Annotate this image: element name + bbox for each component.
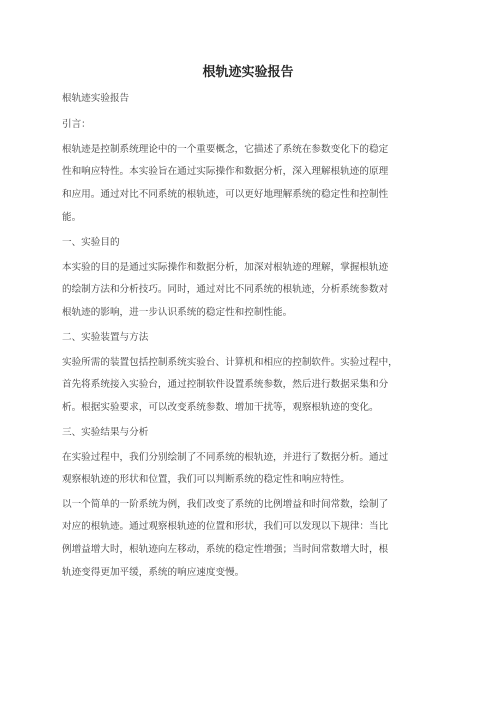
intro-paragraph-line: 根轨迹是控制系统理论中的一个重要概念，它描述了系统在参数变化下的稳定 [62,144,389,155]
document-title: 根轨迹实验报告 [202,65,294,80]
intro-paragraph-line: 性和响应特性。本实验旨在通过实际操作和数据分析，深入理解根轨迹的原理 [62,166,389,177]
paragraph-line: 例增益增大时，根轨迹向左移动，系统的稳定性增强；当时间常数增大时，根 [62,544,389,555]
paragraph-line: 观察根轨迹的形状和位置，我们可以判断系统的稳定性和响应特性。 [62,474,350,485]
paragraph-line: 本实验的目的是通过实际操作和数据分析，加深对根轨迹的理解，掌握根轨迹 [62,262,389,273]
paragraph-line: 析。根据实验要求，可以改变系统参数、增加干扰等，观察根轨迹的变化。 [62,402,379,413]
paragraph-line: 以一个简单的一阶系统为例，我们改变了系统的比例增益和时间常数，绘制了 [62,499,389,510]
paragraph-line: 实验所需的装置包括控制系统实验台、计算机和相应的控制软件。实验过程中， [62,357,398,368]
section-heading: 一、实验目的 [62,237,120,248]
intro-paragraph-line: 和应用。通过对比不同系统的根轨迹，可以更好地理解系统的稳定性和控制性 [62,189,389,200]
paragraph-line: 根轨迹的影响，进一步认识系统的稳定性和控制性能。 [62,307,293,318]
intro-heading: 引言： [62,119,91,130]
paragraph-line: 在实验过程中，我们分别绘制了不同系统的根轨迹，并进行了数据分析。通过 [62,452,389,463]
section-heading: 二、实验装置与方法 [62,332,149,343]
paragraph-line: 首先将系统接入实验台，通过控制软件设置系统参数，然后进行数据采集和分 [62,379,389,390]
section-heading: 三、实验结果与分析 [62,427,149,438]
paragraph-line: 的绘制方法和分析技巧。同时，通过对比不同系统的根轨迹，分析系统参数对 [62,284,389,295]
paragraph-line: 对应的根轨迹。通过观察根轨迹的位置和形状，我们可以发现以下规律：当比 [62,521,389,532]
paragraph-line: 轨迹变得更加平缓，系统的响应速度变慢。 [62,567,245,578]
intro-paragraph-line: 能。 [62,212,82,223]
subtitle-line: 根轨迹实验报告 [62,93,130,104]
